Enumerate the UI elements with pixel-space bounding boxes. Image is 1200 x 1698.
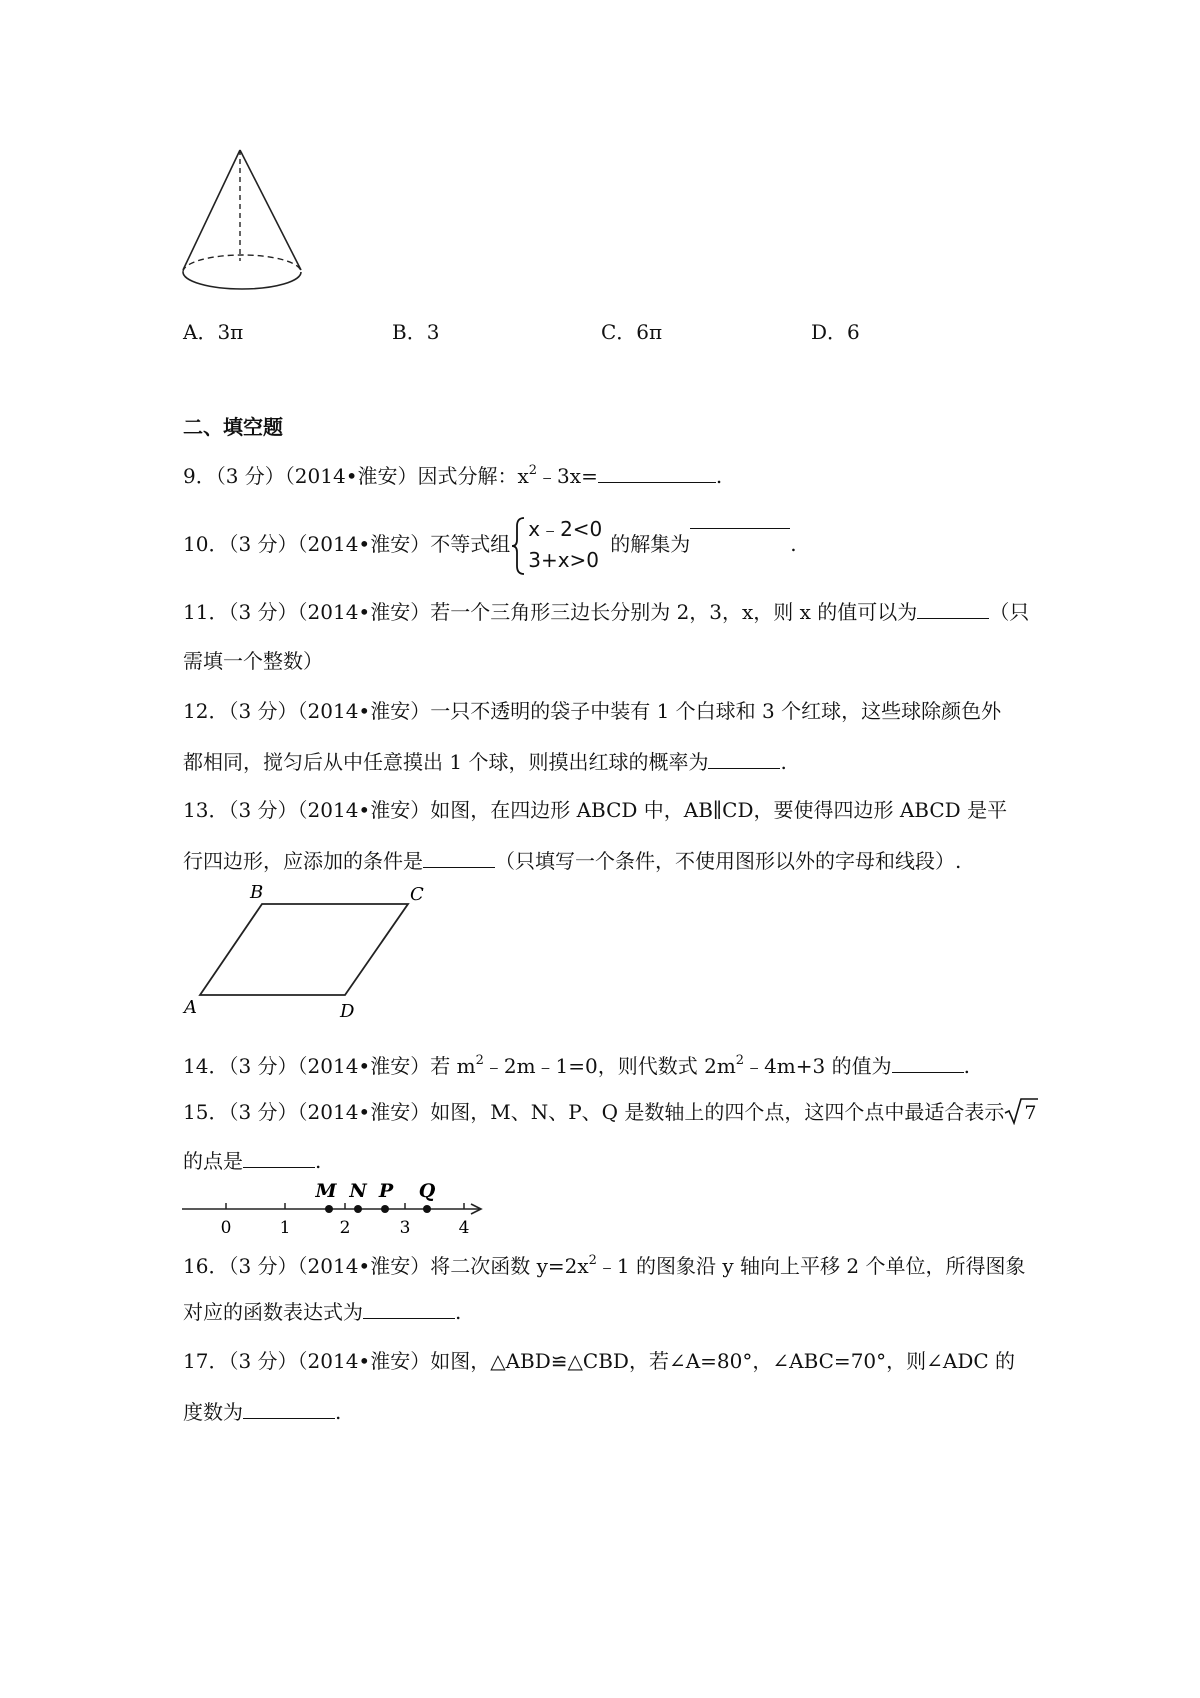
question-14 bbox=[183, 1048, 970, 1079]
q15-text: 15．（3 分）（2014•淮安）如图，M、N、P、Q 是数轴上的四个点，这四个点中最适合表示 bbox=[183, 1100, 1005, 1124]
q16-exponent: 2 bbox=[588, 1253, 597, 1268]
answer-blank bbox=[892, 1052, 964, 1073]
question-11-line-2: 需填一个整数） bbox=[183, 649, 323, 673]
q10-text: 10．（3 分）（2014•淮安）不等式组 bbox=[183, 532, 511, 556]
option-b: B．3 bbox=[392, 320, 440, 344]
q10-text-post: 的解集为 bbox=[610, 532, 691, 556]
q17-text-2: 度数为 bbox=[183, 1400, 243, 1424]
question-15-line-1 bbox=[183, 1097, 1038, 1125]
q9-text-post: ﹣3x= bbox=[537, 464, 598, 488]
q16-text: 16．（3 分）（2014•淮安）将二次函数 y=2x bbox=[183, 1254, 589, 1278]
vertex-a-label: A bbox=[184, 997, 197, 1018]
q13-text: 行四边形，应添加的条件是 bbox=[183, 849, 423, 873]
vertex-d-label: D bbox=[340, 1001, 355, 1020]
answer-blank bbox=[917, 598, 989, 619]
tick-label-1: 1 bbox=[279, 1218, 291, 1238]
point-q bbox=[423, 1205, 431, 1213]
point-p-label: P bbox=[378, 1180, 394, 1202]
answer-blank bbox=[243, 1147, 315, 1168]
question-17-line-1: 17．（3 分）（2014•淮安）如图，△ABD≌△CBD，若∠A=80°，∠ABC=70°，则∠ADC 的 bbox=[183, 1349, 1016, 1373]
point-p bbox=[381, 1205, 389, 1213]
option-a: A．3π bbox=[183, 320, 244, 344]
q12-end: . bbox=[780, 750, 787, 774]
answer-blank bbox=[708, 748, 780, 769]
q15-end: . bbox=[315, 1149, 322, 1173]
answer-blank bbox=[598, 462, 716, 483]
q14-end: . bbox=[963, 1054, 970, 1078]
parallelogram-figure bbox=[180, 880, 440, 1020]
tick-label-3: 3 bbox=[399, 1218, 411, 1238]
answer-blank bbox=[243, 1398, 335, 1419]
inequality-1: x﹣2<0 bbox=[528, 516, 603, 541]
option-d: D．6 bbox=[811, 320, 860, 344]
question-17-line-2 bbox=[183, 1398, 341, 1425]
section-heading: 二、填空题 bbox=[183, 415, 283, 439]
q14-exponent-2: 2 bbox=[735, 1053, 745, 1068]
cone-figure bbox=[180, 148, 320, 300]
answer-blank bbox=[423, 847, 495, 868]
q12-text: 都相同，搅匀后从中任意摸出 1 个球，则摸出红球的概率为 bbox=[183, 750, 709, 774]
option-c: C．6π bbox=[601, 320, 663, 344]
tick-label-4: 4 bbox=[458, 1218, 470, 1238]
point-m bbox=[325, 1205, 333, 1213]
question-12-line-1: 12．（3 分）（2014•淮安）一只不透明的袋子中装有 1 个白球和 3 个红球，这些球除颜色外 bbox=[183, 699, 1002, 723]
question-15-line-2 bbox=[183, 1147, 321, 1174]
square-root bbox=[1004, 1097, 1038, 1125]
vertex-c-label: C bbox=[410, 884, 424, 905]
question-16-line-1 bbox=[183, 1248, 1025, 1279]
point-n bbox=[354, 1205, 362, 1213]
q16-text-post: ﹣1 的图象沿 y 轴向上平移 2 个单位，所得图象 bbox=[596, 1254, 1026, 1278]
radicand: 7 bbox=[1024, 1102, 1037, 1124]
point-m-label: M bbox=[315, 1180, 337, 1202]
question-12-line-2 bbox=[183, 748, 787, 775]
q10-end: . bbox=[790, 532, 797, 556]
inequality-system bbox=[510, 514, 610, 578]
q16-end: . bbox=[455, 1300, 462, 1324]
q11-text: 11．（3 分）（2014•淮安）若一个三角形三边长分别为 2，3，x，则 x 的值可以为 bbox=[183, 600, 918, 624]
q9-text: 9．（3 分）（2014•淮安）因式分解：x bbox=[183, 464, 529, 488]
q13-text-end: （只填写一个条件，不使用图形以外的字母和线段）. bbox=[495, 849, 962, 873]
q17-end: . bbox=[335, 1400, 342, 1424]
q16-text-2: 对应的函数表达式为 bbox=[183, 1300, 363, 1324]
q14-text-mid: ﹣2m﹣1=0，则代数式 2m bbox=[483, 1054, 736, 1078]
tick-label-0: 0 bbox=[220, 1218, 232, 1238]
q11-text-end: （只 bbox=[989, 600, 1030, 624]
question-10 bbox=[183, 508, 797, 572]
q14-exponent-1: 2 bbox=[475, 1053, 484, 1068]
question-9 bbox=[183, 458, 722, 489]
point-q-label: Q bbox=[418, 1180, 436, 1202]
question-13-line-2 bbox=[183, 847, 961, 874]
tick-label-2: 2 bbox=[339, 1218, 351, 1238]
q15-text-2: 的点是 bbox=[183, 1149, 243, 1173]
question-11-line-1 bbox=[183, 598, 1029, 625]
q14-text-post: ﹣4m+3 的值为 bbox=[744, 1054, 892, 1078]
answer-blank bbox=[690, 508, 790, 529]
brace-icon bbox=[510, 516, 526, 576]
vertex-b-label: B bbox=[250, 882, 264, 903]
inequality-2: 3+x>0 bbox=[528, 547, 600, 572]
q14-text: 14．（3 分）（2014•淮安）若 m bbox=[183, 1054, 476, 1078]
q9-exponent: 2 bbox=[528, 463, 538, 478]
q9-end: . bbox=[715, 464, 723, 488]
number-line-figure bbox=[180, 1175, 490, 1240]
question-13-line-1: 13．（3 分）（2014•淮安）如图，在四边形 ABCD 中，AB∥CD，要使得四边形 ABCD 是平 bbox=[183, 798, 1008, 822]
point-n-label: N bbox=[349, 1180, 367, 1202]
question-16-line-2 bbox=[183, 1298, 461, 1325]
answer-blank bbox=[363, 1298, 455, 1319]
